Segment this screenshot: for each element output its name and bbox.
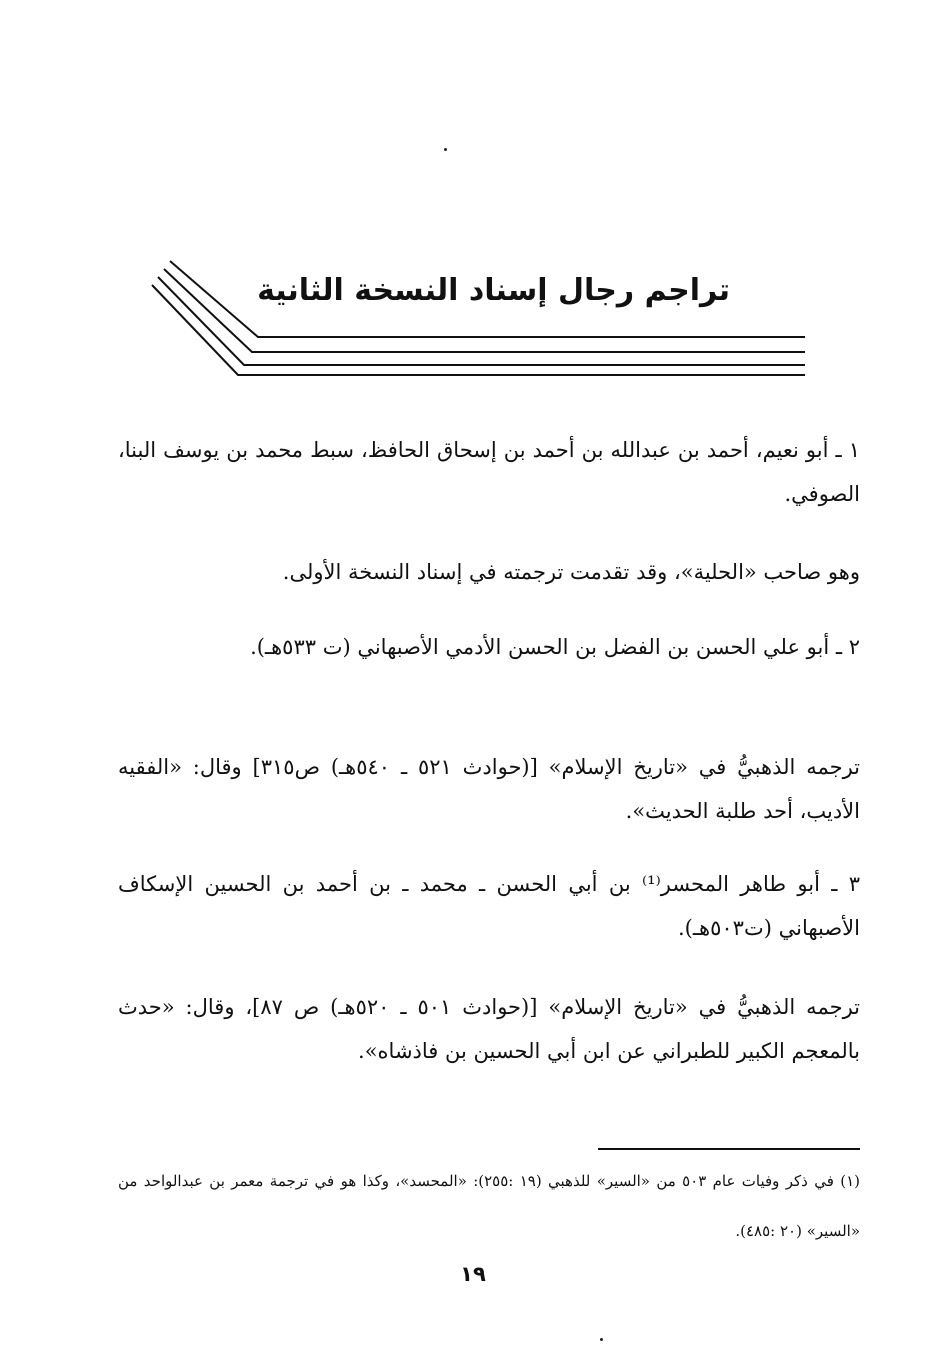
paragraph-entry-3-note: ترجمه الذهبيُّ في «تاريخ الإسلام» [(حوادث ٥٠١ ـ ٥٢٠هـ) ص ٨٧]، وقال: «حدث بالمعجم الكبير للطبراني عن ابن أبي الحسين بن فاذشاه». — [118, 995, 860, 1063]
speck-mark — [600, 1338, 603, 1341]
chapter-heading — [150, 255, 810, 385]
chapter-title: تراجم رجال إسناد النسخة الثانية — [257, 273, 730, 308]
speck-mark — [444, 148, 447, 151]
paragraph-entry-3: ٣ ـ أبو طاهر المحسر⁽¹⁾ بن أبي الحسن ـ محمد ـ بن أحمد بن الحسين الإسكاف الأصبهاني (ت٥٠٣هـ). — [118, 872, 861, 940]
footnote-separator — [598, 1148, 860, 1150]
paragraph-entry-1-note: وهو صاحب «الحلية»، وقد تقدمت ترجمته في إسناد النسخة الأولى. — [282, 560, 860, 584]
paragraph-entry-2: ٢ ـ أبو علي الحسن بن الفضل بن الحسن الأدمي الأصبهاني (ت ٥٣٣هـ). — [250, 635, 860, 659]
paragraph-entry-2-note: ترجمه الذهبيُّ في «تاريخ الإسلام» [(حوادث ٥٢١ ـ ٥٤٠هـ) ص٣١٥] وقال: «الفقيه الأديب، أحد طلبة الحديث». — [118, 755, 861, 823]
page-number: ١٩ — [460, 1262, 486, 1286]
paragraph-entry-1: ١ ـ أبو نعيم، أحمد بن عبدالله بن أحمد بن إسحاق الحافظ، سبط محمد بن يوسف البنا، الصوفي. — [118, 438, 860, 506]
footnote: (١) في ذكر وفيات عام ٥٠٣ من «السير» للذهبي (١٩ :٢٥٥): «المحسد»، وكذا هو في ترجمة معمر بن عبدالواحد من «السير» (٢٠ :٤٨٥). — [118, 1172, 860, 1240]
